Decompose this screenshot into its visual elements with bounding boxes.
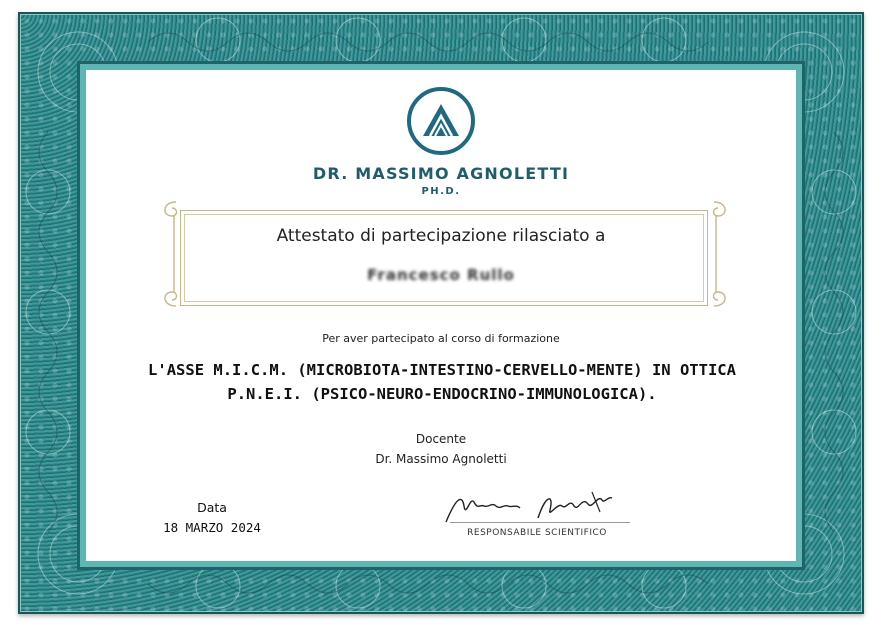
certificate-heading: Attestato di partecipazione rilasciato a (276, 226, 606, 246)
ma-triangle-logo-icon (406, 86, 476, 156)
scroll-ornament-left-icon (154, 194, 180, 314)
date-label: Data (197, 500, 227, 515)
date-value: 18 MARZO 2024 (163, 520, 261, 535)
brand-name: DR. MASSIMO AGNOLETTI (312, 164, 570, 183)
recipient-frame (180, 210, 708, 306)
docente-name: Dr. Massimo Agnoletti (375, 452, 507, 466)
scroll-ornament-right-icon (710, 194, 736, 314)
docente-label: Docente (415, 432, 467, 446)
signature-line (450, 522, 630, 523)
brand-suffix: PH.D. (421, 186, 461, 197)
course-title: L'ASSE M.I.C.M. (MICROBIOTA-INTESTINO-CERVELLO-MENTE) IN OTTICA P.N.E.I. (PSICO-NEURO-ENDOCRINO-IMMUNOLOGICA). (148, 361, 736, 403)
course-intro: Per aver partecipato al corso di formazione (322, 332, 560, 345)
certificate-content (92, 76, 790, 554)
recipient-name: Francesco Rullo (367, 266, 515, 284)
signature-caption: RESPONSABILE SCIENTIFICO (467, 528, 607, 538)
